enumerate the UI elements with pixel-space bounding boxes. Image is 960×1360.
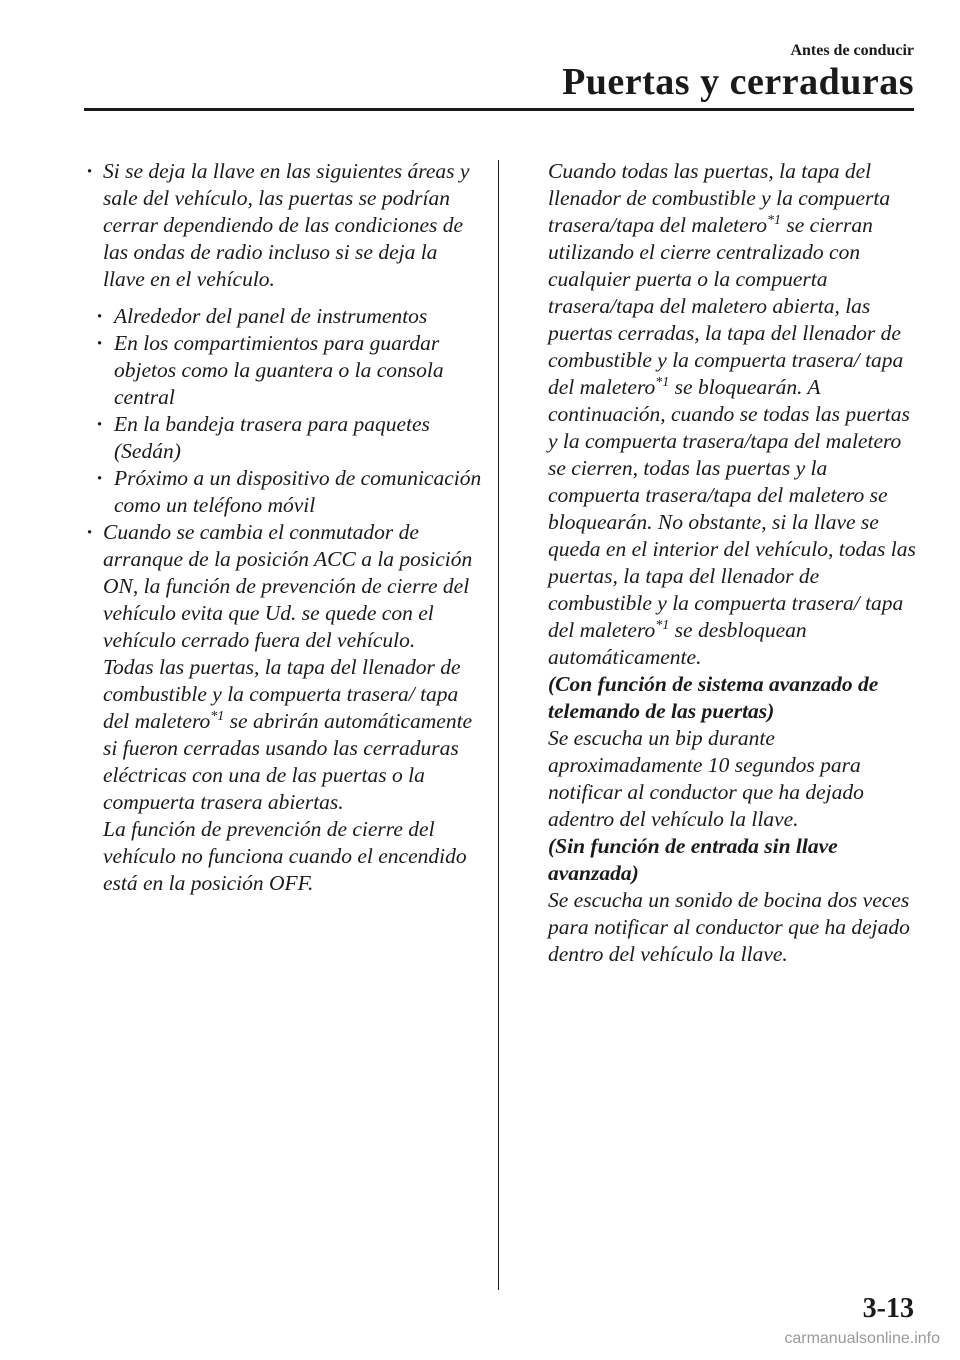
subheading-no-keyless: (Sin función de entrada sin llave avanzada) bbox=[548, 834, 838, 885]
section-label: Antes de conducir bbox=[790, 42, 914, 59]
lockout-off-text: La función de prevención de cierre del vehículo no funciona cuando el encendido está en la posición OFF. bbox=[103, 817, 467, 895]
left-column bbox=[84, 158, 484, 897]
page-number: 3-13 bbox=[862, 1293, 914, 1324]
footnote-marker: *1 bbox=[210, 709, 225, 724]
bullet-key-areas: · Si se deja la llave en las siguientes áreas y sale del vehículo, las puertas se podrían cerrar dependiendo de las condiciones de las ondas de radio incluso si se deja la llave en el vehículo. bbox=[84, 158, 484, 293]
page-title: Puertas y cerraduras bbox=[562, 61, 914, 103]
footnote-marker: *1 bbox=[655, 618, 670, 633]
footnote-marker: *1 bbox=[655, 375, 670, 390]
sub-item: · En los compartimientos para guardar objetos como la guantera o la consola central bbox=[94, 330, 484, 411]
sub-item: · En la bandeja trasera para paquetes (Sedán) bbox=[94, 411, 484, 465]
footnote-marker: *1 bbox=[766, 213, 781, 228]
beep-text: Se escucha un bip durante aproximadamente 10 segundos para notificar al conductor que ha dejado adentro del vehículo la llave. bbox=[548, 726, 864, 831]
horn-text: Se escucha un sonido de bocina dos veces para notificar al conductor que ha dejado dentro del vehículo la llave. bbox=[548, 888, 910, 966]
header-rule bbox=[84, 108, 914, 111]
bullet-lockout-prevention bbox=[84, 519, 484, 897]
sub-item: · Alrededor del panel de instrumentos bbox=[94, 303, 484, 330]
subheading-advanced-remote: (Con función de sistema avanzado de telemando de las puertas) bbox=[548, 672, 879, 723]
column-divider bbox=[498, 160, 499, 1290]
right-column bbox=[548, 158, 918, 968]
central-lock-paragraph: Cuando todas las puertas, la tapa del llenador de combustible y la compuerta trasera/tapa del maletero$^{*1}$ se cierran utilizando el cierre centralizado con cualquier puerta o la compuerta trasera/tapa del maletero abierta, las puertas cerradas, la tapa del llenador de combustible y la compuerta trasera/ tapa del maletero$^{*1}$ se bloquearán. A continuación, cuando se todas las puertas y la compuerta trasera/tapa del maletero se cierren, todas las puertas y la compuerta trasera/tapa del maletero se bloquearán. No obstante, si la llave se queda en el interior del vehículo, todas las puertas, la tapa del llenador de combustible y la compuerta trasera/ tapa del maletero$^{*1}$ se desbloquean automáticamente. bbox=[548, 159, 916, 669]
sub-item: · Próximo a un dispositivo de comunicación como un teléfono móvil bbox=[94, 465, 484, 519]
sub-list bbox=[94, 303, 484, 519]
watermark: carmanualsonline.info bbox=[784, 1330, 940, 1347]
lockout-unlock-text: Todas las puertas, la tapa del llenador de combustible y la compuerta trasera/ tapa del maletero$^{*1}$ se abrirán automáticamente si fueron cerradas usando las cerraduras eléctricas con una de las puertas o la compuerta trasera abiertas. bbox=[103, 655, 473, 814]
lockout-text: · Cuando se cambia el conmutador de arranque de la posición ACC a la posición ON, la función de prevención de cierre del vehículo evita que Ud. se quede con el vehículo cerrado fuera del vehículo. bbox=[103, 520, 473, 652]
